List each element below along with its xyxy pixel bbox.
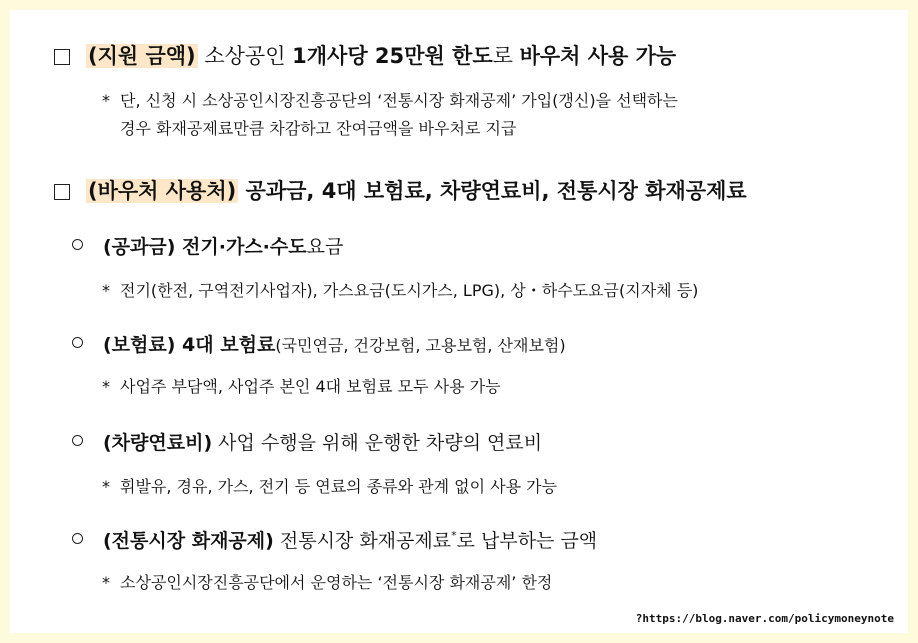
item-insurance: (보험료) 4대 보험료(국민연금, 건강보험, 고용보험, 산재보험) <box>72 330 566 357</box>
item-utility-note: * 전기(한전, 구역전기사업자), 가스요금(도시가스, LPG), 상・하수도요금(지자체 등) <box>102 281 699 300</box>
bullet-circle-icon <box>72 337 83 348</box>
section-tag: (지원 금액) <box>88 44 196 68</box>
section-voucher-usage: (바우처 사용처) 공과금, 4대 보험료, 차량연료비, 전통시장 화재공제료 <box>54 175 747 205</box>
section1-note: * 단, 신청 시 소상공인시장진흥공단의 ‘전통시장 화재공제’ 가입(갱신)을 선택하는 <box>102 91 678 110</box>
document-page <box>10 10 908 633</box>
section1-note-cont: 경우 화재공제료만큼 차감하고 잔여금액을 바우처로 지급 <box>120 119 517 138</box>
item-fire-insurance: (전통시장 화재공제) 전통시장 화재공제료*로 납부하는 금액 <box>72 526 597 553</box>
checkbox-square-icon <box>54 184 70 200</box>
bullet-circle-icon <box>72 533 83 544</box>
item-utility-bills: (공과금) 전기·가스·수도요금 <box>72 232 343 259</box>
bullet-circle-icon <box>72 435 83 446</box>
source-url: ?https://blog.naver.com/policymoneynote <box>635 612 894 625</box>
item-fuel: (차량연료비) 사업 수행을 위해 운행한 차량의 연료비 <box>72 428 542 455</box>
checkbox-square-icon <box>54 49 70 65</box>
bullet-circle-icon <box>72 239 83 250</box>
section-tag: (바우처 사용처) <box>88 179 237 203</box>
item-fire-note: * 소상공인시장진흥공단에서 운영하는 ‘전통시장 화재공제’ 한정 <box>102 573 553 592</box>
item-fuel-note: * 휘발유, 경유, 가스, 전기 등 연료의 종류와 관계 없이 사용 가능 <box>102 477 558 496</box>
item-insurance-note: * 사업주 부담액, 사업주 본인 4대 보험료 모두 사용 가능 <box>102 377 501 396</box>
section-support-amount: (지원 금액) 소상공인 1개사당 25만원 한도로 바우처 사용 가능 <box>54 40 676 70</box>
